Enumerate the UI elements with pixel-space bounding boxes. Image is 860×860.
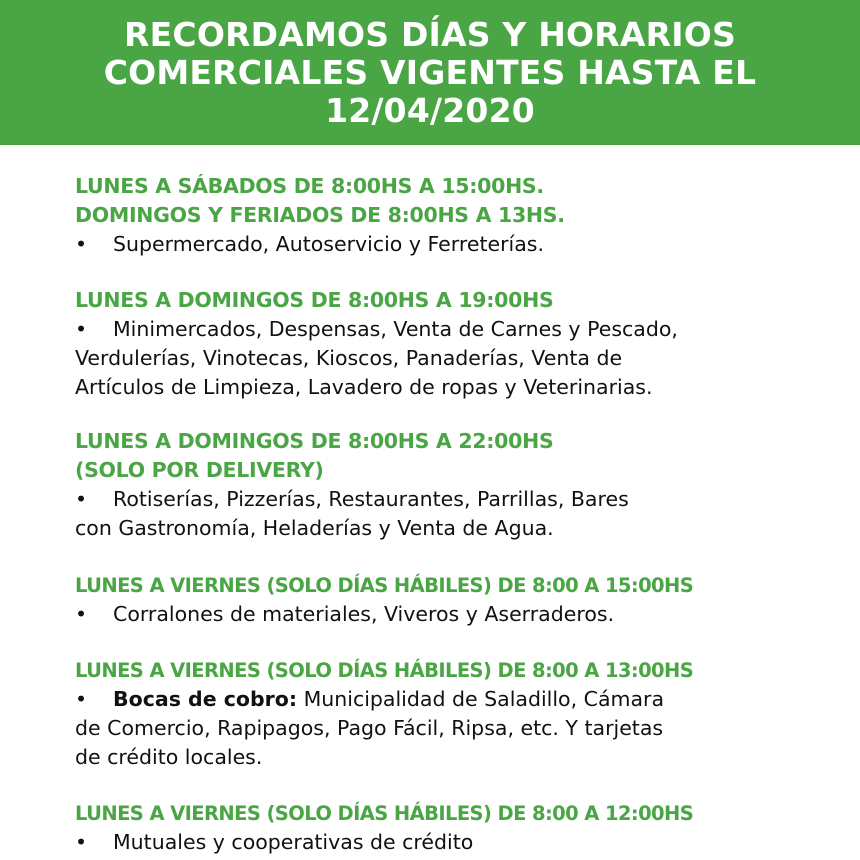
section-heading: LUNES A VIERNES (SOLO DÍAS HÁBILES) DE 8:00 A 13:00HS	[75, 659, 694, 682]
list-item	[75, 230, 795, 259]
section-heading: LUNES A VIERNES (SOLO DÍAS HÁBILES) DE 8:00 A 15:00HS	[75, 574, 694, 597]
schedule-section-mutuales	[75, 799, 795, 857]
section-heading: DOMINGOS Y FERIADOS DE 8:00HS A 13HS.	[75, 203, 565, 227]
item-text-continued: Artículos de Limpieza, Lavadero de ropas y Veterinarias.	[75, 375, 653, 399]
bullet-icon: •	[75, 232, 88, 256]
schedule-section-minimercados	[75, 286, 795, 402]
item-bold-label: Bocas de cobro:	[113, 687, 298, 711]
bullet-icon: •	[75, 602, 88, 626]
schedule-section-bocas-de-cobro	[75, 656, 795, 772]
section-heading: (SOLO POR DELIVERY)	[75, 458, 324, 482]
list-item	[75, 485, 795, 514]
schedule-section-delivery	[75, 427, 795, 543]
schedule-section-supermercados	[75, 172, 795, 259]
schedule-section-corralones	[75, 571, 795, 629]
list-item	[75, 315, 795, 344]
bullet-icon: •	[75, 830, 88, 854]
item-text: Mutuales y cooperativas de crédito	[113, 830, 474, 854]
section-heading: LUNES A SÁBADOS DE 8:00HS A 15:00HS.	[75, 174, 544, 198]
banner-title-line-3: 12/04/2020	[325, 91, 535, 130]
bullet-icon: •	[75, 317, 88, 341]
list-item	[75, 600, 795, 629]
item-text-continued: de crédito locales.	[75, 745, 263, 769]
list-item	[75, 828, 795, 857]
item-text: Municipalidad de Saladillo, Cámara	[297, 687, 665, 711]
bullet-icon: •	[75, 687, 88, 711]
item-text-continued: Verdulerías, Vinotecas, Kioscos, Panaderías, Venta de	[75, 346, 623, 370]
bullet-icon: •	[75, 487, 88, 511]
item-text-continued: con Gastronomía, Heladerías y Venta de Agua.	[75, 516, 554, 540]
header-banner	[0, 0, 860, 145]
item-text: Supermercado, Autoservicio y Ferreterías.	[113, 232, 544, 256]
item-text-continued: de Comercio, Rapipagos, Pago Fácil, Ripsa, etc. Y tarjetas	[75, 716, 664, 740]
banner-title-line-2: COMERCIALES VIGENTES HASTA EL	[103, 53, 757, 92]
list-item	[75, 685, 795, 714]
section-heading: LUNES A VIERNES (SOLO DÍAS HÁBILES) DE 8:00 A 12:00HS	[75, 802, 694, 825]
item-text: Minimercados, Despensas, Venta de Carnes y Pescado,	[113, 317, 678, 341]
item-text: Corralones de materiales, Viveros y Aserraderos.	[113, 602, 615, 626]
section-heading: LUNES A DOMINGOS DE 8:00HS A 19:00HS	[75, 288, 554, 312]
section-heading: LUNES A DOMINGOS DE 8:00HS A 22:00HS	[75, 429, 554, 453]
item-text: Rotiserías, Pizzerías, Restaurantes, Parrillas, Bares	[113, 487, 629, 511]
banner-title-line-1: RECORDAMOS DÍAS Y HORARIOS	[124, 15, 736, 54]
